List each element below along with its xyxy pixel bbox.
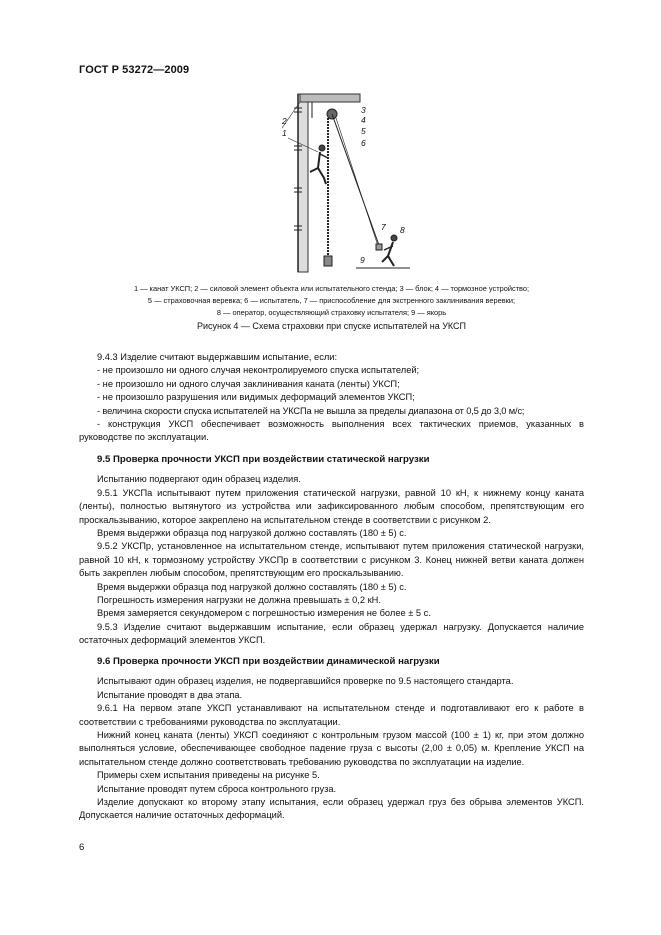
label-8: 8	[400, 225, 405, 235]
paragraph: Нижний конец каната (ленты) УКСП соединяют с контрольным грузом массой (100 ± 1) кг, при этом должно выполняться условие, обеспечивающее свободное падение груза с высоты (2,00 ± 0,05) м. Крепление УКСП на испытательном стенде должно соответствовать требованию руководства по эксплуатации на изделие.	[79, 730, 584, 767]
paragraph: 9.5.2 УКСПр, установленное на испытательном стенде, испытывают путем приложения статической нагрузки, равной 10 кН, к тормозному устройству УКСПр в соответствии с рисунком 3. Конец нижней ветви каната должен быть закреплен любым способом, препятствующим его проскальзыванию.	[79, 541, 584, 579]
section-heading: 9.5 Проверка прочности УКСП при воздействии статической нагрузки	[97, 454, 430, 465]
label-9: 9	[360, 255, 365, 265]
list-item: - не произошло ни одного случая неконтролируемого спуска испытателей;	[97, 365, 420, 376]
paragraph: 9.6.1 На первом этапе УКСП устанавливают на испытательном стенде и подготавливают его к работе в соответствии с требованиями руководства по эксплуатации.	[79, 703, 584, 727]
paragraph: 9.5.3 Изделие считают выдержавшим испытание, если образец удержал нагрузку. Допускается наличие остаточных деформаций элементов УКСП.	[79, 621, 584, 646]
paragraph: Время выдержки образца под нагрузкой должно составлять (180 ± 5) с.	[97, 528, 407, 539]
legend-line: 1 — канат УКСП; 2 — силовой элемент объекта или испытательного стенда; 3 — блок; 4 — тормозное устройство;	[133, 284, 530, 293]
paragraph: Изделие допускают ко второму этапу испытания, если образец удержал груз без обрыва элементов УКСП. Допускается наличие остаточных деформаций.	[79, 797, 584, 821]
legend-line: 8 — оператор, осуществляющий страховку испытателя; 9 — якорь	[216, 308, 447, 317]
paragraph: Время замеряется секундомером с погрешностью измерения не более ± 5 с.	[97, 608, 431, 619]
label-7: 7	[381, 222, 386, 232]
safety-rope	[332, 114, 380, 248]
paragraph: 9.4.3 Изделие считают выдержавшим испытание, если:	[97, 352, 338, 362]
label-6: 6	[361, 138, 366, 148]
section-heading: 9.6 Проверка прочности УКСП при воздействии динамической нагрузки	[97, 656, 440, 667]
document-header: ГОСТ Р 53272—2009	[79, 64, 190, 76]
page-number: 6	[79, 842, 85, 853]
figure-caption: Рисунок 4 — Схема страховки при спуске испытателей на УКСП	[196, 321, 467, 331]
operator	[382, 235, 397, 266]
tester	[310, 145, 328, 184]
list-item: - величина скорости спуска испытателей на УКСПа не вышла за пределы диапазона от 0,5 до 3,0 м/с;	[97, 405, 525, 416]
paragraph: Время выдержки образца под нагрузкой должно составлять (180 ± 5) с.	[97, 581, 407, 592]
label-5: 5	[361, 126, 366, 136]
roof-beam	[300, 94, 360, 102]
legend-line: 5 — страховочная веревка; 6 — испытатель, 7 — приспособление для экстренного заклинивания веревки;	[147, 296, 516, 305]
list-item: - не произошло разрушения или видимых деформаций элементов УКСП;	[97, 392, 415, 403]
label-2: 2	[282, 116, 287, 126]
paragraph: Примеры схем испытания приведены на рисунке 5.	[97, 770, 320, 781]
list-item: - конструкция УКСП обеспечивает возможность выполнения всех тактических приемов, указанных в руководстве по эксплуатации.	[79, 419, 584, 443]
section-9-5	[79, 453, 584, 648]
label-3: 3	[361, 105, 366, 115]
jam-device	[376, 244, 382, 250]
label-4: 4	[361, 115, 366, 125]
paragraph: Испытание проводят путем сброса контрольного груза.	[97, 783, 337, 794]
section-9-4-3	[79, 351, 584, 445]
figure-legend	[79, 283, 584, 319]
paragraph: Погрешность измерения нагрузки не должна превышать ± 0,2 кН.	[97, 595, 381, 606]
section-9-6	[79, 655, 584, 823]
paragraph: Испытанию подвергают один образец изделия.	[97, 474, 301, 485]
figure-4-diagram	[260, 88, 430, 278]
label-1: 1	[282, 128, 287, 138]
paragraph: 9.5.1 УКСПа испытывают путем приложения статической нагрузки, равной 10 кН, к нижнему концу каната (ленты), полностью вытянутого из устройства или зафиксированного любым способом, препятствующим его проскальзыванию, которое закреплено на испытательном стенде в соответствии с рисунком 2.	[79, 487, 584, 525]
anchor-weight	[324, 256, 332, 266]
paragraph: Испытывают один образец изделия, не подвергавшийся проверке по 9.5 настоящего стандарта.	[97, 676, 514, 687]
wall	[298, 94, 308, 272]
paragraph: Испытание проводят в два этапа.	[97, 689, 243, 700]
list-item: - не произошло ни одного случая заклинивания каната (ленты) УКСП;	[97, 378, 400, 389]
